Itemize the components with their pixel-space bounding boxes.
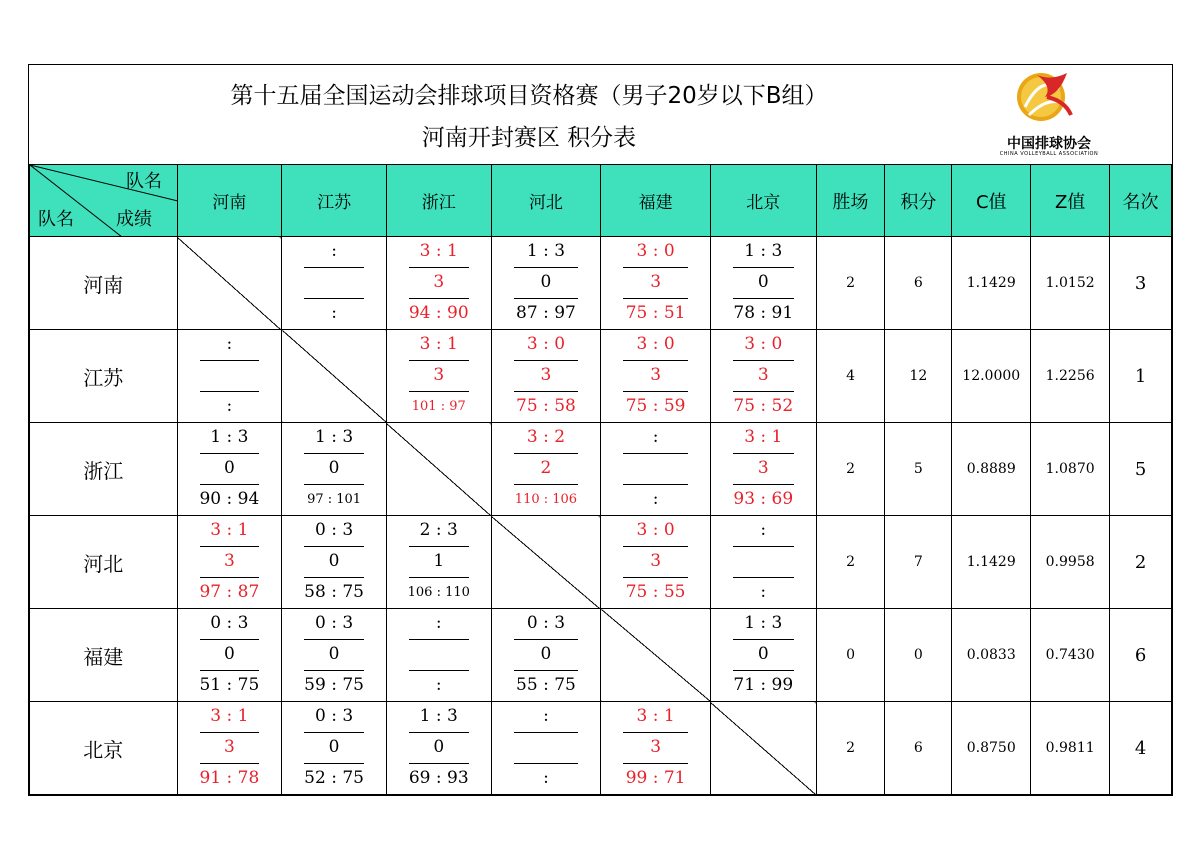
match-result bbox=[387, 609, 491, 701]
match-result bbox=[711, 516, 816, 608]
col-team-5: 北京 bbox=[710, 165, 816, 237]
page-subtitle: 河南开封赛区 积分表 bbox=[421, 125, 637, 151]
divider bbox=[514, 360, 579, 361]
rally-score: 101 : 97 bbox=[411, 399, 466, 414]
rally-score: 90 : 94 bbox=[199, 489, 260, 509]
divider bbox=[409, 391, 469, 392]
col-rank: 名次 bbox=[1110, 165, 1172, 237]
match-result bbox=[387, 330, 491, 422]
match-points: 0 bbox=[540, 644, 552, 664]
match-points: 3 bbox=[223, 737, 235, 757]
logo-text: 中国排球协会 bbox=[1007, 136, 1091, 152]
match-cell bbox=[491, 237, 601, 330]
match-points: 3 bbox=[650, 551, 662, 571]
set-score: 3 : 1 bbox=[744, 427, 783, 447]
z-value-cell: 0.9811 bbox=[1031, 702, 1110, 795]
divider bbox=[733, 639, 794, 640]
divider bbox=[514, 453, 579, 454]
divider bbox=[514, 484, 579, 485]
set-score: : bbox=[331, 241, 337, 261]
match-points: 0 bbox=[328, 458, 340, 478]
divider bbox=[200, 763, 260, 764]
match-cell bbox=[177, 516, 282, 609]
match-points: 3 bbox=[650, 737, 662, 757]
match-cell bbox=[282, 516, 387, 609]
set-score: 3 : 0 bbox=[636, 334, 675, 354]
match-points: 0 bbox=[223, 458, 235, 478]
match-result bbox=[601, 330, 710, 422]
match-points: 0 bbox=[757, 272, 769, 292]
set-score: : bbox=[543, 706, 549, 726]
table-row bbox=[30, 702, 1172, 795]
match-result bbox=[282, 237, 386, 329]
match-result bbox=[282, 609, 386, 701]
corner-team-top: 队名 bbox=[126, 171, 162, 192]
standings-sheet bbox=[28, 64, 1173, 796]
c-value-cell: 1.1429 bbox=[952, 237, 1031, 330]
set-score: 0 : 3 bbox=[314, 706, 354, 726]
wins-cell: 2 bbox=[816, 237, 885, 330]
match-result bbox=[387, 516, 491, 608]
set-score: : bbox=[652, 427, 659, 447]
set-score: 0 : 3 bbox=[526, 613, 566, 633]
divider bbox=[623, 360, 688, 361]
match-points: 3 bbox=[757, 458, 769, 478]
match-cell bbox=[710, 237, 816, 330]
self-match-cell bbox=[601, 609, 711, 702]
rally-score: 94 : 90 bbox=[408, 303, 469, 323]
c-value-cell: 12.0000 bbox=[952, 330, 1031, 423]
rally-score: : bbox=[652, 489, 659, 509]
match-points: 3 bbox=[433, 365, 445, 385]
match-result bbox=[282, 516, 386, 608]
match-result bbox=[387, 237, 491, 329]
divider bbox=[514, 732, 579, 733]
divider bbox=[409, 763, 469, 764]
col-c-value: C值 bbox=[952, 165, 1031, 237]
match-cell bbox=[282, 702, 387, 795]
divider bbox=[200, 484, 260, 485]
header-row bbox=[30, 165, 1172, 237]
match-cell bbox=[386, 237, 491, 330]
rally-score: : bbox=[760, 582, 767, 602]
divider bbox=[623, 546, 688, 547]
divider bbox=[733, 298, 794, 299]
table-row bbox=[30, 330, 1172, 423]
match-points: 3 bbox=[223, 551, 235, 571]
match-points: 3 bbox=[650, 272, 662, 292]
match-cell bbox=[177, 609, 282, 702]
rally-score: 93 : 69 bbox=[733, 489, 794, 509]
points-cell: 6 bbox=[885, 702, 952, 795]
match-points: 2 bbox=[540, 458, 552, 478]
rally-score: : bbox=[226, 396, 233, 416]
match-result bbox=[178, 516, 282, 608]
divider bbox=[304, 577, 364, 578]
divider bbox=[200, 546, 260, 547]
divider bbox=[514, 763, 579, 764]
divider bbox=[304, 267, 364, 268]
match-cell bbox=[601, 330, 711, 423]
table-row bbox=[30, 516, 1172, 609]
match-result bbox=[178, 330, 282, 422]
rally-score: 51 : 75 bbox=[199, 675, 260, 695]
divider bbox=[514, 670, 579, 671]
match-cell bbox=[601, 423, 711, 516]
table-row bbox=[30, 423, 1172, 516]
match-cell bbox=[177, 423, 282, 516]
set-score: 3 : 1 bbox=[419, 241, 458, 261]
divider bbox=[514, 267, 579, 268]
match-points: 3 bbox=[540, 365, 552, 385]
match-cell bbox=[710, 516, 816, 609]
set-score: 3 : 0 bbox=[526, 334, 566, 354]
corner-result: 成绩 bbox=[116, 209, 152, 230]
col-team-2: 浙江 bbox=[386, 165, 491, 237]
match-cell bbox=[386, 330, 491, 423]
divider bbox=[623, 732, 688, 733]
match-points: 0 bbox=[757, 644, 769, 664]
wins-cell: 2 bbox=[816, 516, 885, 609]
match-points: 0 bbox=[328, 644, 340, 664]
col-points: 积分 bbox=[885, 165, 952, 237]
rank-cell: 4 bbox=[1110, 702, 1172, 795]
divider bbox=[733, 670, 794, 671]
divider bbox=[733, 360, 794, 361]
row-team-name: 河南 bbox=[30, 237, 178, 330]
divider bbox=[304, 670, 364, 671]
divider bbox=[304, 732, 364, 733]
rally-score: 87 : 97 bbox=[516, 303, 576, 323]
match-result bbox=[492, 423, 601, 515]
divider bbox=[409, 670, 469, 671]
c-value-cell: 0.8889 bbox=[952, 423, 1031, 516]
cva-logo bbox=[989, 67, 1109, 161]
rally-score: : bbox=[435, 675, 442, 695]
row-team-name: 江苏 bbox=[30, 330, 178, 423]
row-team-name: 福建 bbox=[30, 609, 178, 702]
divider bbox=[409, 639, 469, 640]
self-match-cell bbox=[491, 516, 601, 609]
divider bbox=[733, 391, 794, 392]
match-cell bbox=[386, 516, 491, 609]
col-team-0: 河南 bbox=[177, 165, 282, 237]
col-z-value: Z值 bbox=[1031, 165, 1110, 237]
match-cell bbox=[282, 237, 387, 330]
divider bbox=[409, 577, 469, 578]
volleyball-emblem-icon bbox=[989, 67, 1109, 133]
divider bbox=[623, 298, 688, 299]
divider bbox=[304, 546, 364, 547]
match-points: 0 bbox=[223, 644, 235, 664]
match-points: 0 bbox=[433, 737, 445, 757]
set-score: 3 : 1 bbox=[210, 520, 249, 540]
set-score: 3 : 0 bbox=[636, 520, 675, 540]
match-result bbox=[711, 237, 816, 329]
divider bbox=[733, 484, 794, 485]
match-result bbox=[178, 423, 282, 515]
divider bbox=[200, 360, 260, 361]
row-team-name: 浙江 bbox=[30, 423, 178, 516]
match-cell bbox=[491, 330, 601, 423]
self-match-cell bbox=[177, 237, 282, 330]
divider bbox=[733, 267, 794, 268]
match-result bbox=[492, 702, 601, 794]
rally-score: 52 : 75 bbox=[304, 768, 364, 788]
match-result bbox=[711, 330, 816, 422]
rally-score: 75 : 52 bbox=[733, 396, 794, 416]
divider bbox=[200, 577, 260, 578]
match-cell bbox=[601, 516, 711, 609]
rally-score: 75 : 58 bbox=[516, 396, 576, 416]
match-cell bbox=[601, 237, 711, 330]
corner-header bbox=[30, 165, 178, 237]
match-result bbox=[282, 423, 386, 515]
rally-score: 99 : 71 bbox=[625, 768, 686, 788]
match-points: 0 bbox=[328, 551, 340, 571]
divider bbox=[733, 546, 794, 547]
set-score: 3 : 1 bbox=[210, 706, 249, 726]
rank-cell: 2 bbox=[1110, 516, 1172, 609]
rally-score: 71 : 99 bbox=[733, 675, 794, 695]
set-score: : bbox=[226, 334, 233, 354]
standings-table bbox=[29, 164, 1172, 795]
wins-cell: 0 bbox=[816, 609, 885, 702]
set-score: 0 : 3 bbox=[314, 520, 354, 540]
rally-score: 97 : 101 bbox=[307, 492, 362, 507]
divider bbox=[623, 391, 688, 392]
match-result bbox=[492, 237, 601, 329]
set-score: 1 : 3 bbox=[744, 613, 783, 633]
match-cell bbox=[710, 423, 816, 516]
match-points: 0 bbox=[540, 272, 552, 292]
divider bbox=[623, 484, 688, 485]
match-points: 3 bbox=[433, 272, 445, 292]
title-block bbox=[29, 65, 1172, 164]
rally-score: 78 : 91 bbox=[733, 303, 794, 323]
match-result bbox=[711, 423, 816, 515]
divider bbox=[623, 763, 688, 764]
divider bbox=[304, 763, 364, 764]
divider bbox=[514, 391, 579, 392]
rally-score: 110 : 106 bbox=[514, 492, 578, 507]
rally-score: 59 : 75 bbox=[304, 675, 364, 695]
set-score: 2 : 3 bbox=[419, 520, 458, 540]
match-result bbox=[387, 702, 491, 794]
divider bbox=[200, 391, 260, 392]
rally-score: 75 : 51 bbox=[625, 303, 686, 323]
match-cell bbox=[491, 702, 601, 795]
match-result bbox=[492, 330, 601, 422]
match-result bbox=[601, 516, 710, 608]
set-score: : bbox=[435, 613, 442, 633]
points-cell: 7 bbox=[885, 516, 952, 609]
c-value-cell: 0.8750 bbox=[952, 702, 1031, 795]
match-result bbox=[601, 702, 710, 794]
match-cell bbox=[386, 702, 491, 795]
set-score: 1 : 3 bbox=[744, 241, 783, 261]
col-team-1: 江苏 bbox=[282, 165, 387, 237]
match-cell bbox=[386, 609, 491, 702]
rally-score: 58 : 75 bbox=[304, 582, 364, 602]
divider bbox=[514, 639, 579, 640]
divider bbox=[409, 546, 469, 547]
z-value-cell: 0.7430 bbox=[1031, 609, 1110, 702]
rally-score: 97 : 87 bbox=[199, 582, 260, 602]
table-row bbox=[30, 609, 1172, 702]
rank-cell: 1 bbox=[1110, 330, 1172, 423]
set-score: 3 : 1 bbox=[419, 334, 458, 354]
self-match-cell bbox=[282, 330, 387, 423]
divider bbox=[304, 298, 364, 299]
c-value-cell: 1.1429 bbox=[952, 516, 1031, 609]
c-value-cell: 0.0833 bbox=[952, 609, 1031, 702]
divider bbox=[200, 453, 260, 454]
set-score: 1 : 3 bbox=[419, 706, 458, 726]
rally-score: 55 : 75 bbox=[516, 675, 576, 695]
match-result bbox=[711, 609, 816, 701]
logo-subtext: CHINA VOLLEYBALL ASSOCIATION bbox=[999, 151, 1099, 157]
rally-score: : bbox=[543, 768, 549, 788]
rank-cell: 6 bbox=[1110, 609, 1172, 702]
match-cell bbox=[710, 330, 816, 423]
divider bbox=[304, 484, 364, 485]
page-title: 第十五届全国运动会排球项目资格赛（男子20岁以下B组） bbox=[230, 83, 828, 109]
row-team-name: 北京 bbox=[30, 702, 178, 795]
divider bbox=[304, 453, 364, 454]
table-row bbox=[30, 237, 1172, 330]
match-points: 1 bbox=[433, 551, 445, 571]
divider bbox=[409, 298, 469, 299]
wins-cell: 4 bbox=[816, 330, 885, 423]
points-cell: 12 bbox=[885, 330, 952, 423]
set-score: 0 : 3 bbox=[210, 613, 249, 633]
set-score: 3 : 0 bbox=[744, 334, 783, 354]
match-cell bbox=[491, 609, 601, 702]
rank-cell: 3 bbox=[1110, 237, 1172, 330]
divider bbox=[200, 732, 260, 733]
divider bbox=[733, 577, 794, 578]
match-cell bbox=[177, 330, 282, 423]
match-cell bbox=[177, 702, 282, 795]
z-value-cell: 1.0870 bbox=[1031, 423, 1110, 516]
col-team-3: 河北 bbox=[491, 165, 601, 237]
set-score: 0 : 3 bbox=[314, 613, 354, 633]
match-cell bbox=[710, 609, 816, 702]
match-cell bbox=[601, 702, 711, 795]
divider bbox=[200, 670, 260, 671]
z-value-cell: 0.9958 bbox=[1031, 516, 1110, 609]
rally-score: 75 : 55 bbox=[625, 582, 686, 602]
match-points: 3 bbox=[757, 365, 769, 385]
rally-score: 69 : 93 bbox=[408, 768, 469, 788]
divider bbox=[623, 453, 688, 454]
rally-score: : bbox=[331, 303, 337, 323]
divider bbox=[304, 639, 364, 640]
match-result bbox=[282, 702, 386, 794]
set-score: 3 : 1 bbox=[636, 706, 675, 726]
points-cell: 5 bbox=[885, 423, 952, 516]
divider bbox=[409, 732, 469, 733]
rally-score: 75 : 59 bbox=[625, 396, 686, 416]
divider bbox=[623, 267, 688, 268]
z-value-cell: 1.2256 bbox=[1031, 330, 1110, 423]
rally-score: 106 : 110 bbox=[407, 585, 470, 600]
match-result bbox=[178, 609, 282, 701]
set-score: 3 : 2 bbox=[526, 427, 566, 447]
self-match-cell bbox=[710, 702, 816, 795]
set-score: 1 : 3 bbox=[526, 241, 566, 261]
set-score: 1 : 3 bbox=[210, 427, 249, 447]
divider bbox=[409, 267, 469, 268]
set-score: 1 : 3 bbox=[314, 427, 354, 447]
match-cell bbox=[282, 609, 387, 702]
points-cell: 0 bbox=[885, 609, 952, 702]
divider bbox=[623, 577, 688, 578]
set-score: : bbox=[760, 520, 767, 540]
col-wins: 胜场 bbox=[816, 165, 885, 237]
col-team-4: 福建 bbox=[601, 165, 711, 237]
rank-cell: 5 bbox=[1110, 423, 1172, 516]
match-result bbox=[601, 423, 710, 515]
wins-cell: 2 bbox=[816, 702, 885, 795]
wins-cell: 2 bbox=[816, 423, 885, 516]
self-match-cell bbox=[386, 423, 491, 516]
divider bbox=[514, 298, 579, 299]
points-cell: 6 bbox=[885, 237, 952, 330]
divider bbox=[733, 453, 794, 454]
match-points: 0 bbox=[328, 737, 340, 757]
match-points: 3 bbox=[650, 365, 662, 385]
match-result bbox=[601, 237, 710, 329]
row-team-name: 河北 bbox=[30, 516, 178, 609]
divider bbox=[409, 360, 469, 361]
match-cell bbox=[282, 423, 387, 516]
rally-score: 91 : 78 bbox=[199, 768, 260, 788]
z-value-cell: 1.0152 bbox=[1031, 237, 1110, 330]
corner-team-left: 队名 bbox=[38, 209, 74, 230]
table-body bbox=[30, 237, 1172, 795]
match-result bbox=[492, 609, 601, 701]
set-score: 3 : 0 bbox=[636, 241, 675, 261]
match-cell bbox=[491, 423, 601, 516]
divider bbox=[200, 639, 260, 640]
match-result bbox=[178, 702, 282, 794]
